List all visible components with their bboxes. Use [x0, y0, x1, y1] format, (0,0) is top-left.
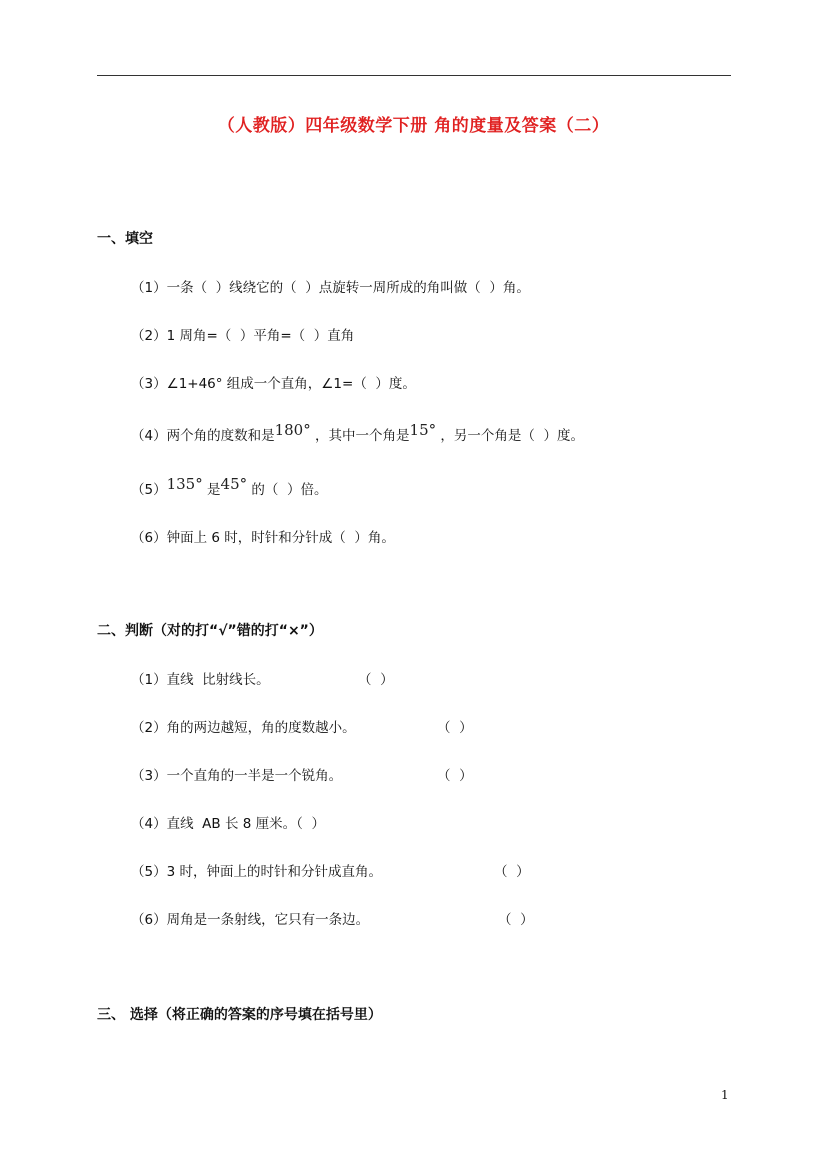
judge-question-2: （2）角的两边越短，角的度数越小。	[131, 720, 356, 736]
fill-question-5	[131, 475, 328, 498]
answer-blank: （ ）	[358, 672, 394, 688]
fill-question-6: （6）钟面上 6 时，时针和分针成（ ）角。	[131, 530, 395, 546]
header-rule	[97, 75, 731, 76]
section-3-heading: 三、 选择（将正确的答案的序号填在括号里）	[97, 1007, 382, 1023]
document-title: （人教版）四年级数学下册 角的度量及答案（二）	[217, 116, 610, 136]
judge-question-4: （4）直线 AB 长 8 厘米。（ ）	[131, 816, 325, 832]
answer-blank: （ ）	[494, 864, 530, 880]
judge-question-1: （1）直线 比射线长。	[131, 672, 270, 688]
q5-degree-45: 45°	[220, 475, 248, 493]
fill-question-4	[131, 421, 584, 444]
judge-question-5: （5）3 时，钟面上的时针和分针成直角。	[131, 864, 382, 880]
answer-blank: （ ）	[437, 720, 473, 736]
answer-blank: （ ）	[498, 912, 534, 928]
q4-degree-15: 15°	[409, 421, 437, 439]
q4-part3: ，另一个角是（ ）度。	[436, 428, 584, 444]
q5-part3: 的（ ）倍。	[247, 482, 328, 498]
page-number: 1	[721, 1088, 729, 1102]
judge-question-3: （3）一个直角的一半是一个锐角。	[131, 768, 343, 784]
fill-question-2: （2）1 周角=（ ）平角=（ ）直角	[131, 328, 355, 344]
q5-part2: 是	[202, 482, 221, 498]
answer-blank: （ ）	[437, 768, 473, 784]
q5-part1: （5）	[131, 482, 167, 498]
q4-part2: ，其中一个角是	[310, 428, 410, 444]
q4-degree-180: 180°	[274, 421, 311, 439]
q4-part1: （4）两个角的度数和是	[131, 428, 275, 444]
section-2-heading: 二、判断（对的打“√”错的打“×”）	[97, 623, 323, 639]
judge-question-6: （6）周角是一条射线，它只有一条边。	[131, 912, 370, 928]
q5-degree-135: 135°	[166, 475, 203, 493]
fill-question-3: （3）∠1+46° 组成一个直角，∠1=（ ）度。	[131, 376, 416, 392]
fill-question-1: （1）一条（ ）线绕它的（ ）点旋转一周所成的角叫做（ ）角。	[131, 280, 530, 296]
section-1-heading: 一、填空	[97, 231, 153, 247]
